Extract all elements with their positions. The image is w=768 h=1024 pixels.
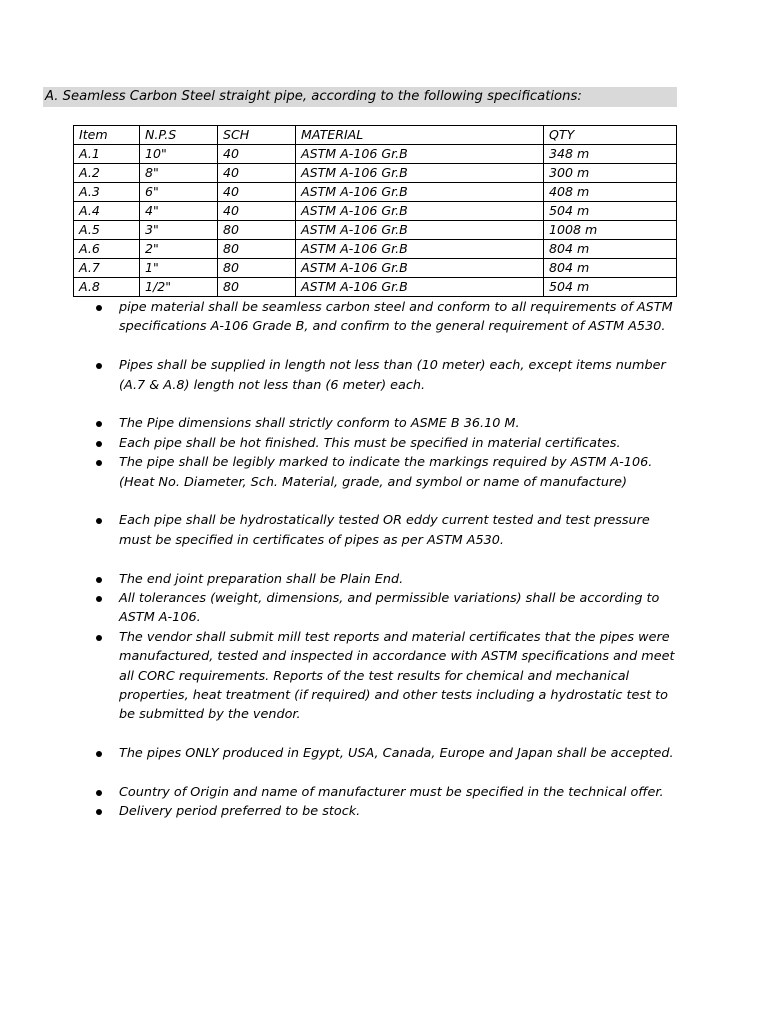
bullet-icon bbox=[96, 460, 102, 466]
cell-sch: 80 bbox=[218, 221, 296, 240]
cell-material: ASTM A-106 Gr.B bbox=[296, 202, 544, 221]
list-item-text: The end joint preparation shall be Plain End. bbox=[119, 571, 404, 587]
header-nps: N.P.S bbox=[140, 126, 218, 145]
bullet-icon bbox=[96, 441, 102, 447]
cell-sch: 40 bbox=[218, 183, 296, 202]
cell-sch: 40 bbox=[218, 164, 296, 183]
cell-sch: 80 bbox=[218, 240, 296, 259]
cell-qty: 504 m bbox=[544, 202, 677, 221]
cell-material: ASTM A-106 Gr.B bbox=[296, 259, 544, 278]
cell-nps: 6" bbox=[140, 183, 218, 202]
header-material: MATERIAL bbox=[296, 126, 544, 145]
table-row bbox=[74, 259, 677, 278]
table-row bbox=[74, 202, 677, 221]
list-item bbox=[95, 628, 675, 725]
list-item-text: The pipes ONLY produced in Egypt, USA, Canada, Europe and Japan shall be accepted. bbox=[119, 746, 674, 762]
cell-item: A.1 bbox=[74, 145, 140, 164]
cell-qty: 300 m bbox=[544, 164, 677, 183]
cell-material: ASTM A-106 Gr.B bbox=[296, 221, 544, 240]
list-item-text: The vendor shall submit mill test reports and material certificates that the pipes were manufactured, tested and inspected in accordance with ASTM specifications and meet all CORC requirements. Reports of the test results for chemical and mechanical properties, heat treatment (if required) and other tests including a hydrostatic test to be submitted by the vendor. bbox=[119, 629, 675, 723]
cell-material: ASTM A-106 Gr.B bbox=[296, 240, 544, 259]
cell-sch: 40 bbox=[218, 145, 296, 164]
list-item bbox=[95, 453, 675, 492]
bullet-icon bbox=[96, 421, 102, 427]
list-item-text: Each pipe shall be hydrostatically tested OR eddy current tested and test pressure must be specified in certificates of pipes as per ASTM A530. bbox=[119, 513, 650, 548]
list-item-text: Pipes shall be supplied in length not less than (10 meter) each, except items number (A.7 & A.8) length not less than (6 meter) each. bbox=[119, 358, 666, 393]
bullet-icon bbox=[96, 363, 102, 369]
list-item bbox=[95, 783, 675, 802]
cell-item: A.4 bbox=[74, 202, 140, 221]
bullet-icon bbox=[96, 790, 102, 796]
table-row bbox=[74, 221, 677, 240]
cell-qty: 348 m bbox=[544, 145, 677, 164]
cell-material: ASTM A-106 Gr.B bbox=[296, 145, 544, 164]
cell-nps: 1/2" bbox=[140, 278, 218, 297]
cell-sch: 80 bbox=[218, 278, 296, 297]
cell-nps: 10" bbox=[140, 145, 218, 164]
pipe-spec-table bbox=[73, 125, 677, 297]
cell-item: A.3 bbox=[74, 183, 140, 202]
cell-nps: 4" bbox=[140, 202, 218, 221]
list-item bbox=[95, 414, 675, 433]
table-header-row bbox=[74, 126, 677, 145]
cell-item: A.2 bbox=[74, 164, 140, 183]
cell-material: ASTM A-106 Gr.B bbox=[296, 278, 544, 297]
cell-qty: 408 m bbox=[544, 183, 677, 202]
list-item bbox=[95, 570, 675, 589]
list-item-text: pipe material shall be seamless carbon steel and conform to all requirements of ASTM specifications A-106 Grade B, and confirm to the general requirement of ASTM A530. bbox=[119, 300, 673, 335]
list-item bbox=[95, 511, 675, 550]
list-item-text: The Pipe dimensions shall strictly conform to ASME B 36.10 M. bbox=[119, 416, 520, 432]
requirements-list bbox=[95, 298, 675, 822]
cell-material: ASTM A-106 Gr.B bbox=[296, 183, 544, 202]
cell-qty: 1008 m bbox=[544, 221, 677, 240]
cell-item: A.6 bbox=[74, 240, 140, 259]
table-row bbox=[74, 278, 677, 297]
bullet-icon bbox=[96, 635, 102, 641]
list-item bbox=[95, 356, 675, 395]
cell-nps: 1" bbox=[140, 259, 218, 278]
list-item bbox=[95, 802, 675, 821]
cell-item: A.5 bbox=[74, 221, 140, 240]
bullet-icon bbox=[96, 518, 102, 524]
cell-qty: 804 m bbox=[544, 240, 677, 259]
list-item-text: Country of Origin and name of manufacturer must be specified in the technical offer. bbox=[119, 785, 664, 801]
list-item-text: The pipe shall be legibly marked to indicate the markings required by ASTM A-106. (Heat No. Diameter, Sch. Material, grade, and symbol or name of manufacture) bbox=[119, 455, 653, 490]
header-qty: QTY bbox=[544, 126, 677, 145]
cell-sch: 80 bbox=[218, 259, 296, 278]
section-heading: A. Seamless Carbon Steel straight pipe, according to the following specifications: bbox=[43, 87, 677, 107]
bullet-icon bbox=[96, 596, 102, 602]
bullet-icon bbox=[96, 577, 102, 583]
table-row bbox=[74, 183, 677, 202]
list-item bbox=[95, 434, 675, 453]
list-item bbox=[95, 589, 675, 628]
list-item bbox=[95, 298, 675, 337]
cell-sch: 40 bbox=[218, 202, 296, 221]
cell-item: A.8 bbox=[74, 278, 140, 297]
header-sch: SCH bbox=[218, 126, 296, 145]
table-row bbox=[74, 145, 677, 164]
cell-material: ASTM A-106 Gr.B bbox=[296, 164, 544, 183]
cell-nps: 8" bbox=[140, 164, 218, 183]
cell-qty: 504 m bbox=[544, 278, 677, 297]
bullet-icon bbox=[96, 305, 102, 311]
table-row bbox=[74, 240, 677, 259]
header-item: Item bbox=[74, 126, 140, 145]
cell-nps: 2" bbox=[140, 240, 218, 259]
list-item bbox=[95, 744, 675, 763]
list-item-text: Each pipe shall be hot finished. This must be specified in material certificates. bbox=[119, 435, 621, 451]
list-item-text: Delivery period preferred to be stock. bbox=[119, 804, 361, 820]
bullet-icon bbox=[96, 751, 102, 757]
bullet-icon bbox=[96, 809, 102, 815]
cell-nps: 3" bbox=[140, 221, 218, 240]
list-item-text: All tolerances (weight, dimensions, and permissible variations) shall be according to ASTM A-106. bbox=[119, 591, 660, 626]
table-row bbox=[74, 164, 677, 183]
cell-item: A.7 bbox=[74, 259, 140, 278]
cell-qty: 804 m bbox=[544, 259, 677, 278]
